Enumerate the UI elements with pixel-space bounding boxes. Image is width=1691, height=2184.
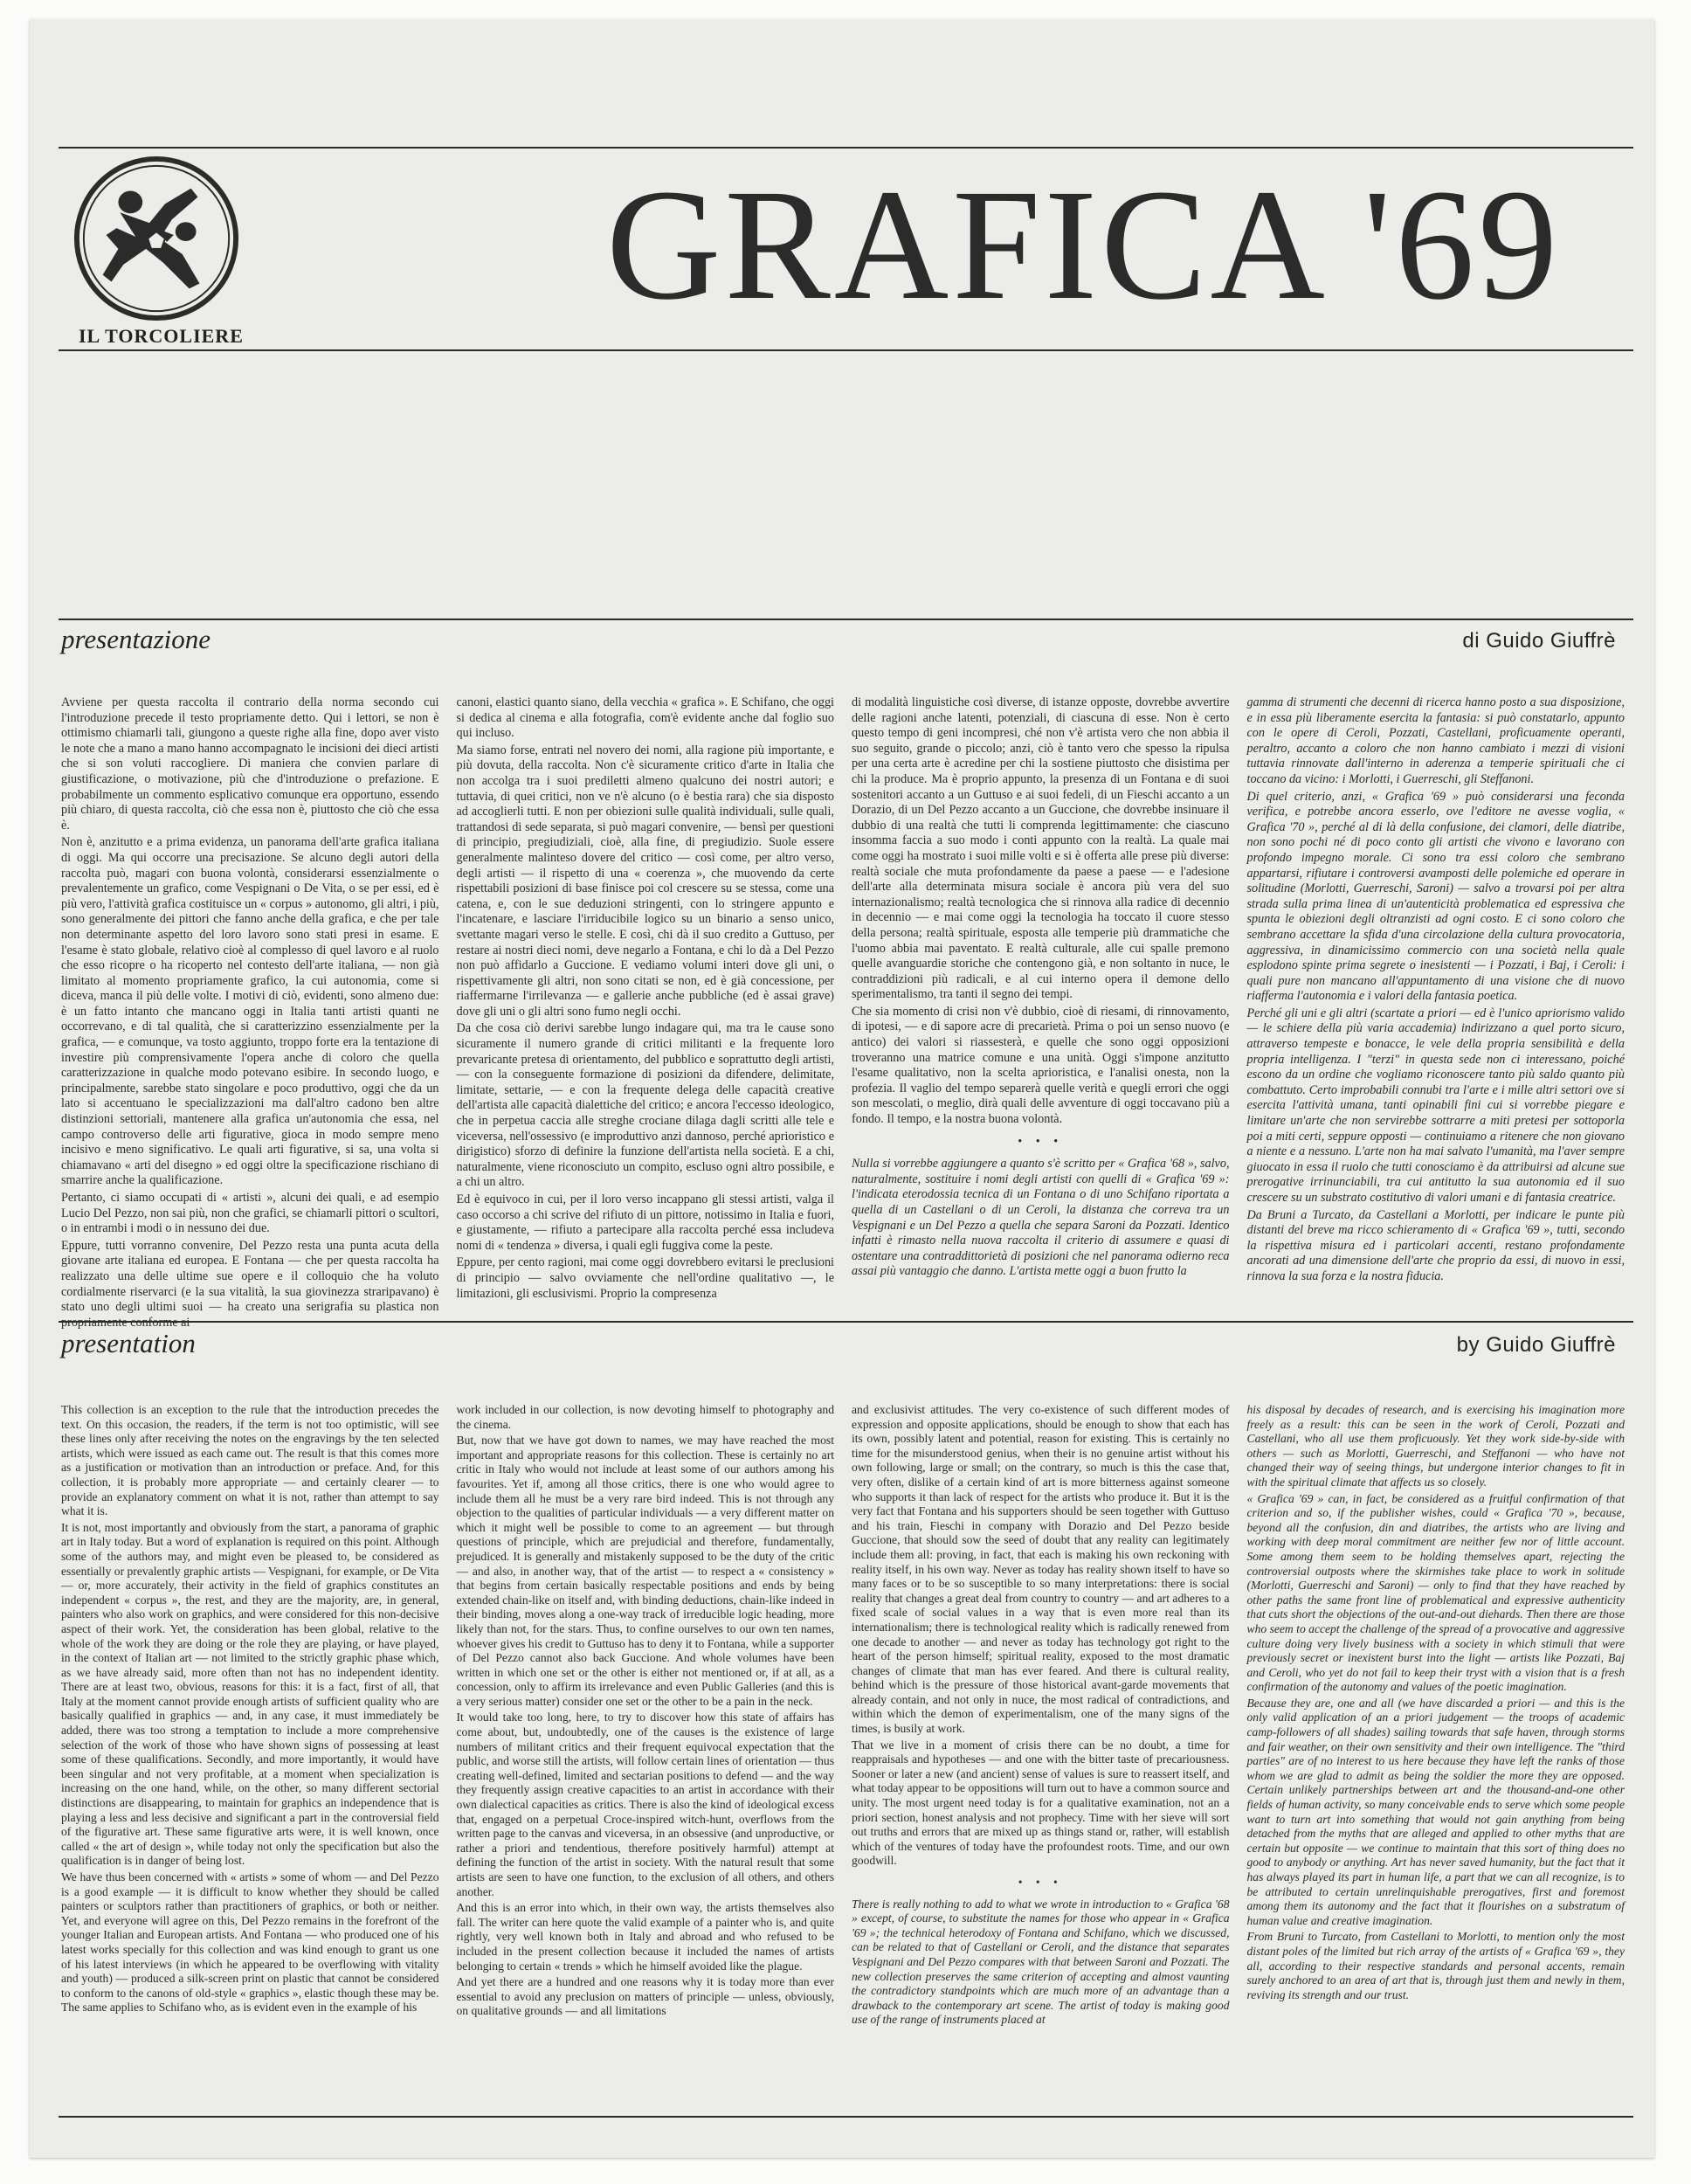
paragraph: Che sia momento di crisi non v'è dubbio, cioè di riesami, di rinnovamento, di ipotesi, — e di sapore acre di precarietà. Prima o poi un senso nuovo (e antico) dei valori si riassesterà, e quelle che sono oggi opposizioni troveranno una matrice comune e una unità. Oggi s'impone anzitutto l'esame qualitativo, non la scelta aprioristica, e l'analisi onesta, non la profezia. Il vaglio del tempo separerà quelle verità e quegli errori che oggi son mescolati, o meglio, dirà quali delle avventure di oggi toccavano più a fondo. Il tempo, e la nostra buona volontà. xyxy=(852,1004,1230,1127)
rule-bottom xyxy=(59,2116,1633,2118)
paragraph: Because they are, one and all (we have discarded a priori — and this is the only valid application of an a priori judgement — the troops of academic camp-followers of all shades) sailing towards that safe haven, through storms and fair weather, on their own sensitivity and their own intelligence. The "third parties" are of no interest to us here because they have left the ranks of those whom we are glad to admit as being the soldier the more they are opposed. Certain unlikely partnerships between art and the thousand-and-one other fields of human activity, so many conceivable ends to serve which some people want to turn art into something that would not gain anything from being detached from the myths that are alleged and applied to other myths that are certain but opposite — we continue to maintain that this sort of thing does no good to anybody or anything. Art has never saved humanity, but the fact that it has always played its part in human life, a part that we can all recognize, is to be attributed to certain unrelinquishable prerogatives, first and foremost among them its autonomy and the fact that it flourishes on a substratum of human value and creative imagination. xyxy=(1246,1696,1625,1927)
paragraph: It is not, most importantly and obviously from the start, a panorama of graphic art in Italy today. But a word of explanation is required on this point. Although some of the authors may, and might even be pleased to, be considered as essentially or prevalently graphic artists — Vespignani, for example, or De Vita — or, more accurately, their activity in the field of graphics constitutes an independent « corpus », the rest, and they are the majority, are, in general, painters who also work on graphics, and were considered for this non-decisive aspect of their work. Yet, the consideration has been global, relative to the whole of the work they are doing or the role they are playing, or have played, in the context of Italian art — not limited to the strictly graphic phase which, as we have already said, more often than not has no independent identity. There are at least two, obvious, reasons for this: it is a fact, first of all, that Italy at the moment cannot provide enough artists of sufficient quality who are basically qualified in graphics — and, in any case, it must immediately be added, there was too strong a temptation to include a more comprehensive selection of the work of those who have shown signs of possessing at least some of these qualifications. Secondly, and more importantly, it would have been singular and not very profitable, at a moment when specialization is increasing on the one hand, while, on the other, so many different sectorial distinctions are disappearing, to maintain for graphics an independence that is playing a less and less decisive and significant a part in the controversial field of the figurative art. These same figurative arts were, it is well known, once called « the art of design », while today not only the specification but also the qualification is in danger of being lost. xyxy=(61,1520,439,1868)
paragraph: work included in our collection, is now devoting himself to photography and the cinema. xyxy=(456,1403,834,1431)
paragraph: There is really nothing to add to what we wrote in introduction to « Grafica '68 » except, of course, to substitute the names for those who appear in « Grafica '69 »; the technical heterodoxy of Fontana and Schifano, which we discussed, can be related to that of Castellani or Ceroli, and the distance that separates Vespignani and Del Pezzo compares with that between Saroni and Pozzati. The new collection preserves the same criterion of accepting and almost vaunting the contradictory standpoints which are much more of an advantage than a drawback to the contemporary art scene. The artist of today is making good use of the range of instruments placed at xyxy=(852,1897,1230,2027)
paragraph: Avviene per questa raccolta il contrario della norma secondo cui l'introduzione precede il testo propriamente detto. Qui i lettori, se non è ottimismo chiamarli tali, giungono a queste righe alla fine, dopo aver visto le note che a mano a mano hanno accompagnato le incisioni dei dieci artisti che si son voluti raccogliere. Di maniera che convien parlare di giustificazione, o motivazione, più che d'introduzione o prefazione. E probabilmente un commento esplicativo comunque era opportuno, essendo più chiaro, di questa raccolta, ciò che essa non è, piuttosto che ciò che essa è. xyxy=(61,695,439,833)
italian-section-author: di Guido Giuffrè xyxy=(1462,629,1616,653)
paragraph: gamma di strumenti che decenni di ricerca hanno posto a sua disposizione, e in essa più liberamente esercita la fantasia: si può constatarlo, appunto con le opere di Ceroli, Pozzati, Castellani, proficuamente operanti, peraltro, accanto a coloro che non hanno cambiato i mezzi di visioni tuttavia rinnovate dall'interno in aderenza a temperie spirituali che ci toccano da vicino: i Morlotti, i Guerreschi, gli Steffanoni. xyxy=(1246,695,1625,786)
poster-sheet xyxy=(30,19,1654,2158)
rule-top xyxy=(59,147,1633,149)
paragraph: From Bruni to Turcato, from Castellani to Morlotti, to mention only the most distant poles of the limited but rich array of the artists of « Grafica '69 », they all, according to their respective standards and personal accents, remain surely anchored to an area of art that is, through just them and newly in them, reviving its strength and our trust. xyxy=(1246,1930,1625,2001)
english-column-3 xyxy=(852,1403,1230,2107)
english-text xyxy=(61,1403,1625,2107)
paragraph: That we live in a moment of crisis there can be no doubt, a time for reappraisals and hypotheses — and one with the bitter taste of precariousness. Sooner or later a new (and ancient) sense of values is sure to reassert itself, and what today appear to be oppositions will turn out to have a common source and unity. The most urgent need today is for a qualitative examination, not an a priori section, honest analysis and not prophecy. Time with her sieve will sort out truths and errors that are mixed up as things stand or, rather, will establish which of the ventures of today have the profoundest roots. Time, and our own goodwill. xyxy=(852,1738,1230,1868)
italian-column-1 xyxy=(61,695,439,1315)
rule-english-section xyxy=(59,1321,1633,1323)
english-section-title: presentation xyxy=(61,1328,196,1358)
italian-section-title: presentazione xyxy=(61,624,211,654)
italian-column-3 xyxy=(852,695,1230,1307)
paragraph: This collection is an exception to the rule that the introduction precedes the text. On this occasion, the readers, if the term is not too optimistic, will see these lines only after receiving the notes on the engravings by the ten selected artists, which were issued as each came out. The result is that this comes more as a justification or motivation than an introduction or preface. And, for this collection, it is probably more appropriate — and certainly clearer — to provide an explanatory comment on what it is not, rather than attempt to say what it is. xyxy=(61,1403,439,1518)
torcoliere-logo xyxy=(70,152,243,325)
paragraph: We have thus been concerned with « artists » some of whom — and Del Pezzo is a good example — it is difficult to know whether they should be called painters or sculptors rather than practitioners of graphics, or both or neither. Yet, and everyone will agree on this, Del Pezzo remains in the forefront of the younger Italian and European artists. And Fontana — who produced one of his latest works specially for this collection and was kind enough to grant us one of his latest interviews (in which he appeared to be overflowing with vitality and youth) — produced a silk-screen print on plastic that cannot be considered to conform to the canons of old-style « graphics », elastic though these may be. The same applies to Schifano who, as is evident even in the example of his xyxy=(61,1870,439,2015)
paragraph: But, now that we have got down to names, we may have reached the most important and appropriate reasons for this collection. These is certainly no art critic in Italy who would not include at least some of our authors among his favourites. Yet if, among all those critics, there is one who would agree to include them all he must be a very rare bird indeed. This is not through any objection to the qualities of particular individuals — a very different matter on which it might well be possible to come to an agreement — but through questions of principle, which are prejudicial and therefore, fundamentally, prejudiced. It is generally and mistakenly supposed to be the duty of the critic — and also, in another way, that of the artist — to respect a « consistency » that begins from certain basically respectable positions and ends by being extended chain-like on itself and, with binding deductions, chain-like indeed in their binding, moves along a one-way track of irreducible logic heading, more likely than not, for the stars. Thus, to confine ourselves to our own ten names, whoever gives his credit to Guttuso has to deny it to Fontana, while a supporter of Del Pezzo cannot also back Guccione. And whole volumes have been written in which one set or the other is either not mentioned or, if at all, as a concession, only to affirm its irrelevance and even Public Galleries (and this is a very serious matter) consider one set or the other to be a pain in the neck. xyxy=(456,1434,834,1708)
paragraph: Perché gli uni e gli altri (scartate a priori — ed è l'unico apriorismo valido — le schiere della più varia accademia) indirizzano a quel porto sicuro, attraverso tempeste e bonacce, le vele della propria sensibilità e della propria intelligenza. I "terzi" in questa sede non ci interessano, poiché escono da un ordine che vogliamo riconoscere tanto più saldo quanto più combattuto. Certo improbabili connubi tra l'arte e i mille altri settori ove si esercita l'attività umana, tanti opinabili fini cui si vorrebbe piegare e limitare un'arte che non servirebbe sottrarre a miti pretesi per sottoporla poi a miti certi, seppure opposti — continuiamo a ritenere che non giovano a niente e a nessuno. L'arte non ha mai salvato l'umanità, ma l'aver sempre giuocato in essa il ruolo che tutti conosciamo è da attribuirsi ad alcune sue prerogative irrinunciabili, tra cui antitutto la sua autonomia ed il suo crescere su un substrato costitutivo di valori umani e di fantasia creatrice. xyxy=(1246,1006,1625,1205)
paragraph: Ma siamo forse, entrati nel novero dei nomi, alla ragione più importante, e più dovuta, della raccolta. Non c'è sicuramente critico d'arte in Italia che non accolga tra i suoi prediletti almeno qualcuno dei nostri autori; e tuttavia, di quei critici, non ve n'è alcuno (o è bestia rara) che sia disposto ad accoglierli tutti. E non per obiezioni sulle qualità individuali, sulle quali, trattandosi di sede separata, si può magari convenire, — bensì per questioni di principio, pregiudiziali, cioè, alla fine, di pregiudizio. Suole essere generalmente malinteso dovere del critico — così come, per altro verso, degli artisti — il rispetto di una « coerenza », che muovendo da certe rispettabili posizioni di base finisce poi col crescere su se stessa, come una catena, e, con le sue deduzioni stringenti, con lo stringere appunto e l'incatenare, e lasciare l'irriducibile logico su un binario a senso unico, svettante magari verso le stelle. E così, chi dà il suo credito a Guttuso, per restare ai nostri dieci nomi, deve negarlo a Fontana, e chi lo dà a Del Pezzo non può affidarlo a Guccione. E vediamo volumi interi dove gli uni, o rispettivamente gli altri, non sono citati se non, ed è già concessione, per riaffermarne l'irrilevanza — e gallerie anche pubbliche (ed è assai grave) dove gli uni o gli altri sono fumo negli occhi. xyxy=(456,743,834,1019)
english-column-4 xyxy=(1247,1403,1625,2107)
masthead-title: GRAFICA '69 xyxy=(606,157,1562,333)
paragraph: Eppure, tutti vorranno convenire, Del Pezzo resta una punta acuta della giovane arte italiana ed europea. E Fontana — che per questa raccolta ha realizzato una delle ultime sue opere e il colloquio che ha voluto cordialmente riservarci (e la sua vitalità, la sua giovinezza straripavano) è stato uno degli ultimi suoi — ha creato una serigrafia su plastica non xyxy=(61,1238,439,1315)
section-separator: • • • xyxy=(1018,1876,1063,1889)
paragraph: Nulla si vorrebbe aggiungere a quanto s'è scritto per « Grafica '68 », salvo, naturalmente, sostituire i nomi degli artisti con quelli di « Grafica '69 »: l'indicata eterodossia tecnica di un Fontana o di uno Schifano riportata a quella di un Castellani o di un Ceroli, la distanza che correva tra un Vespignani e un Del Pezzo a quella che separa Saroni da Pozzati. Identico infatti è rimasto nella nuova raccolta il criterio di assumere e quasi di ostentare una contraddittorietà di posizioni che nel panorama odierno reca assai più vantaggio che danno. L'artista mette oggi a buon frutto la xyxy=(852,1157,1230,1279)
paragraph: Da Bruni a Turcato, da Castellani a Morlotti, per indicare le punte più distanti del breve ma ricco schieramento di « Grafica '69 », tutti, secondo la rispettiva misura ed i particolari accenti, restano profondamente ancorati ad una dimensione dell'arte che proprio da essi, di nuovo in essi, rinnova la sua forza e la nostra fiducia. xyxy=(1246,1207,1625,1283)
english-column-2 xyxy=(457,1403,835,2107)
paragraph: « Grafica '69 » can, in fact, be considered as a fruitful confirmation of that criterion and so, if the publisher wishes, could « Grafica '70 », because, beyond all the confusion, din and diatribes, the artists who are living and working with deep moral commitment are neither few nor of little account. Some among them seem to be holding themselves apart, rejecting the controversial outposts where the skirmishes take place to work in solitude (Morlotti, Guerreschi and Saroni) — only to find that they have reached by other paths the same front line of problematical and expressive authenticity that cuts short the objections of the out-and-out diehards. Then there are those who seem to accept the challenge of the spread of a provocative and aggressive culture doing very lively business with a society in which stimuli that were previously secret or inexistent burst into the light — artists like Pozzati, Baj and Ceroli, who yet do not fail to keep their tryst with a vision that is a fresh confirmation of the autonomy and values of the poetic imagination. xyxy=(1246,1491,1625,1694)
paragraph: di modalità linguistiche così diverse, di istanze opposte, dovrebbe avvertire delle ragioni anche latenti, potenziali, di ciascuna di esse. Non è certo questo tempo di geni incompresi, ché non v'è artista vero che non abbia il suo seguito, grande o piccolo; anzi, ciò è tanto vero che spesso la ripulsa per una certa arte è acredine per chi la sostiene piuttosto che disistima per chi la produce. Ma è proprio appunto, la presenza di un Fontana e di suoi sostenitori accanto a un Guttuso e ai suoi fedeli, di un Fieschi accanto a un Dorazio, di un Del Pezzo accanto a un Guccione, che dovrebbe insinuare il dubbio di una realtà che tutti li comprenda legittimamente: che ciascuno insomma faccia a suo modo i conti appunto con la realtà. La quale mai come oggi ha mostrato i suoi mille volti e si è offerta alle prese più diverse: realtà sociale che muta profondamente da paese a paese — e l'adesione dell'arte alla determinata misura sociale è ancora più vera del suo internazionalismo; realtà tecnologica che si rinnova alla radice di decennio in decennio — e mai come oggi la tecnologia ha toccato il cuore stesso della persona; realtà spirituale, esposta alle temperie più drammatiche che l'uomo abbia mai paventato. E realtà culturale, alle cui spalle premono quelle avanguardie storiche che contengono già, e non soltanto in nuce, le contraddizioni più radicali, e al cui interno opera il demone dello sperimentalismo, tra tanti il segno dei tempi. xyxy=(852,695,1230,1002)
english-section-author: by Guido Giuffrè xyxy=(1456,1333,1616,1357)
italian-column-4 xyxy=(1247,695,1625,1307)
paragraph: Pertanto, ci siamo occupati di « artisti », alcuni dei quali, e ad esempio Lucio Del Pezzo, non sai più, non che grafici, se chiamarli pittori o scultori, o in entrambi i modi o in nessuno dei due. xyxy=(61,1191,439,1236)
english-column-1 xyxy=(61,1403,439,2107)
section-separator: • • • xyxy=(1018,1134,1064,1149)
rule-below-masthead xyxy=(59,349,1633,351)
publisher-name: IL TORCOLIERE xyxy=(79,325,244,347)
paragraph: And this is an error into which, in their own way, the artists themselves also fall. The writer can here quote the valid example of a painter who is, and quite rightly, very well known both in Italy and abroad and who refused to be included in the present collection because it included the names of artists belonging to certain « trends » which he himself avoided like the plague. xyxy=(456,1901,834,1973)
rule-italian-section xyxy=(59,619,1633,620)
paragraph: Ed è equivoco in cui, per il loro verso incappano gli stessi artisti, valga il caso occorso a chi scrive del rifiuto di un pittore, notissimo in Italia e fuori, e giustamente, — rifiuto a partecipare alla raccolta perché essa includeva nomi di « tendenza » diversa, i quali egli fuggiva come la peste. xyxy=(456,1192,834,1253)
italian-text xyxy=(61,695,1625,1315)
paragraph: Da che cosa ciò derivi sarebbe lungo indagare qui, ma tra le cause sono sicuramente il numero grande di critici militanti e la frequente loro prevaricante pretesa di orientamento, del pubblico e soprattutto degli artisti, — con la conseguente formazione di posizioni da difendere, delimitate, limitate, settarie, — e con la frequente delega delle capacità creative dell'artista alle capacità dialettiche del critico; e ancora l'eccesso ideologico, che in perpetua caccia alle streghe crociane dilaga dagli scritti alle tele e viceversa, nell'ossessivo (e improduttivo anzi dannoso, perché aprioristico e dirigistico) sforzo di definire la funzione dell'artista nella società. E a chi, naturalmente, viene riconosciuto un compito, escluso ogni altro possibile, e a chi un altro. xyxy=(456,1021,834,1190)
paragraph: And yet there are a hundred and one reasons why it is today more than ever essential to avoid any preclusion on matters of principle — unless, obviously, on qualitative grounds — and all limitations xyxy=(456,1975,834,2018)
paragraph: his disposal by decades of research, and is exercising his imagination more freely as a result: this can be seen in the work of Ceroli, Pozzati and Castellani, who all use them proficuously. Yet they work side-by-side with others — such as Morlotti, Guerreschi, and Steffanoni — who have not changed their way of seeing things, but undergone interior changes to fit in with the spiritual climate that affects us so closely. xyxy=(1246,1403,1625,1489)
paragraph: Non è, anzitutto e a prima evidenza, un panorama dell'arte grafica italiana di oggi. Ma qui occorre una precisazione. Se alcuno degli autori della raccolta può, magari con buona volontà, considerarsi essenzialmente o prevalentemente un grafico, come Vespignani o De Vita, o se per essi, ed è più vero, l'attività grafica costituisce un « corpus » autonomo, gli altri, i più, sono generalmente dei pittori che fanno anche della grafica, e che per tale non determinante aspetto del loro lavoro sono stati presi in esame. E l'esame è stato globale, relativo cioè al complesso di quel lavoro e al ruolo che esso ricopre o ha ricoperto nel contesto dell'arte italiana, — non già limitato al momento propriamente grafico, la cui autonomia, come si diceva, manca il più delle volte. I motivi di ciò, evidenti, sono almeno due: è un fatto intanto che mancano oggi in Italia tanti artisti quanti ne occorrevano, e di tal qualità, che si caratterizzino essenzialmente per la grafica, — e comunque, va tosto aggiunto, troppo forte era la tentazione di investire più comprensivamente l'opera anche di coloro che quella caratterizzazione in qualche modo potevano esibire. In secondo luogo, e principalmente, sarebbe stato singolare e poco produttivo, oggi che da un lato si accentuano le specializzazioni ma dall'altro cadono ben altre distinzioni settoriali, mantenere alla grafica un'autonomia che essa, nel campo controverso delle arti figurative, gioca in modo sempre meno incisivo e meno significativo. Le quali arti figurative, si sa, una volta si chiamavano « arti del disegno » ed oggi oltre la specificazione rischiano di smarrire anche la qualificazione. xyxy=(61,835,439,1188)
paragraph: and exclusivist attitudes. The very co-existence of such different modes of expression and opposite applications, should be enough to show that each has its own, possibly latent and potential, reason for existing. This is certainly no time for the misunderstood genius, when their is no genuine artist without his own following, large or small; on the contrary, so much is this the case that, very often, dislike of a certain kind of art is more bitterness against someone who supports it than lack of respect for the artists who produce it. But it is the very fact that Fontana and his supporters should be seen together with Guttuso and his train, Fieschi in company with Dorazio and Del Pezzo beside Guccione, that should sow the seed of doubt that any reality can legitimately include them all: proving, in fact, that each is making his own reckoning with reality itself, in his own way. Never as today has reality shown itself to have so many faces or to be so susceptible to so many interpretations: there is social reality that changes a great deal from country to country — and art adheres to a fixed scale of social values in a way that is even more real than its internationalism; there is technological reality which is radically renewed from one decade to another — and never as today has technology got right to the heart of the person himself; spiritual reality, exposed to the most dramatic changes of climate that man has ever feared. And there is cultural reality, behind which is the pressure of those historical avant-garde movements that already contain, and not only in nuce, the most radical of contradictions, and within which the demon of experimentalism, one of the many signs of the times, is busily at work. xyxy=(852,1403,1230,1736)
italian-column-2 xyxy=(457,695,835,1307)
paragraph: canoni, elastici quanto siano, della vecchia « grafica ». E Schifano, che oggi si dedica al cinema e alla fotografia, com'è evidente anche dal foglio suo qui incluso. xyxy=(456,695,834,741)
paragraph: Eppure, per cento ragioni, mai come oggi dovrebbero evitarsi le preclusioni di principio — salvo ovviamente che nell'ordine qualitativo —, le limitazioni, gli esclusivismi. Proprio la compresenza xyxy=(456,1255,834,1301)
paragraph: Di quel criterio, anzi, « Grafica '69 » può considerarsi una feconda verifica, e potrebbe ancora esserlo, ove l'editore ne avesse voglia, « Grafica '70 », perché al di là della confusione, dei clamori, delle diatribe, non sono pochi né di poco conto gli artisti che vivono e lavorano con profondo impegno morale. Ci sono tra essi coloro che sembrano appartarsi, rifiutare i controversi avamposti delle polemiche ed operare in solitudine (Morlotti, Guerreschi, Saroni) — salvo a trovarsi poi per altra strada sulla prima linea di un'autenticità problematica ed espressiva che spunta le obiezioni degli oltranzisti ad ogni costo. E ci sono coloro che sembrano accettare la sfida d'una circolazione della cultura provocatoria, aggressiva, in dinamicissimo commercio con una società nella quale esplodono spinte prima segrete o inesistenti — i Pozzati, i Baj, i Ceroli: i quali pure non mancano all'appuntamento di una visione che di nuovo riafferma l'autonomia e i valori della fantasia poetica. xyxy=(1246,789,1625,1004)
paragraph: It would take too long, here, to try to discover how this state of affairs has come about, but, undoubtedly, one of the causes is the existence of large numbers of militant critics and their frequent equivocal expectation that the public, and worse still the artists, will follow certain lines of orientation — thus creating well-defined, limited and sectarian positions to defend — and the way they frequently assign creative capacities to an artist in accordance with their own dialectical capacities as critics. There is also the kind of ideological excess that, engaged on a perpetual Croce-inspired witch-hunt, overflows from the written page to the canvas and viceversa, in an obsessive (and unproductive, or rather a priori and tendentious, therefore positively harmful) attempt at defining the function of the artist in society. With the natural result that some artists are seen to have one function, to the exclusion of all others, and others another. xyxy=(456,1711,834,1898)
